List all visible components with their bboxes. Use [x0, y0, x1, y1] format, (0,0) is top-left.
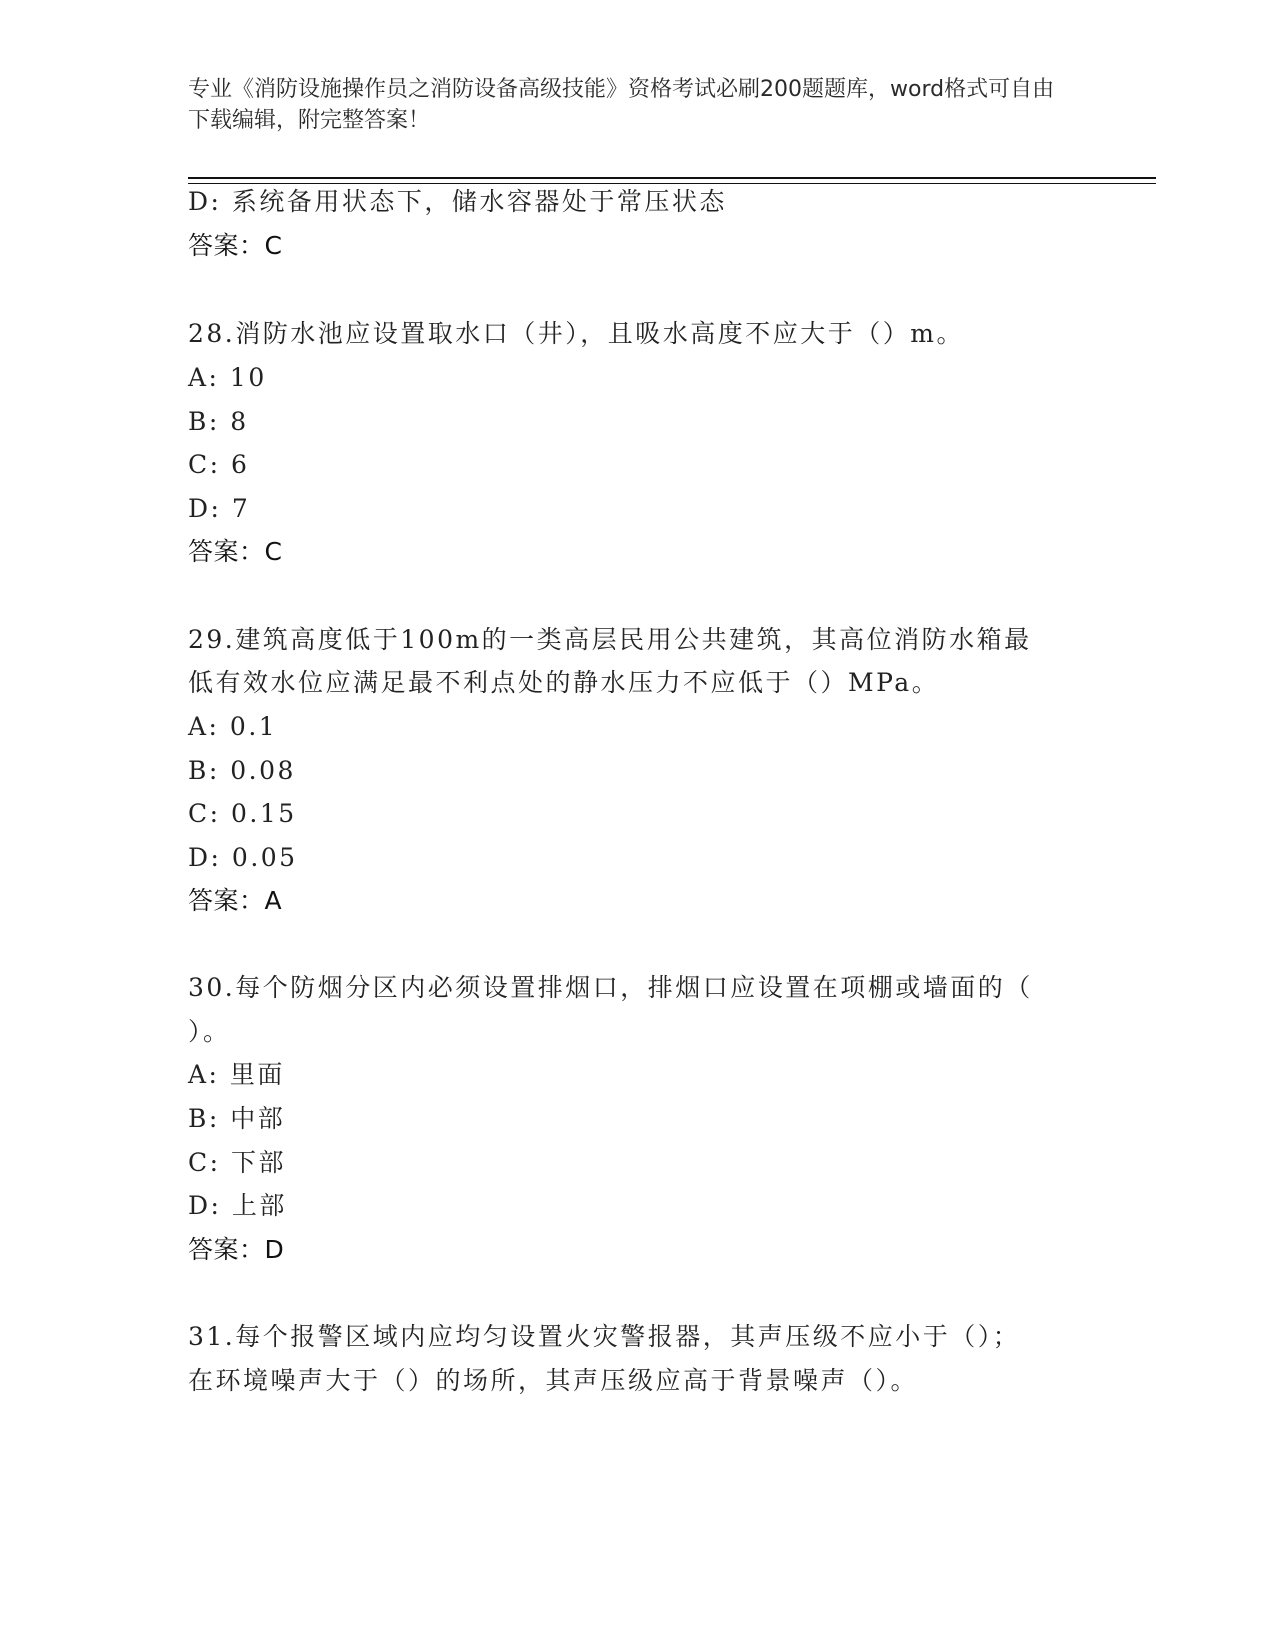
question-28-option-c: C: 6 [188, 450, 250, 479]
question-29-option-a: A: 0.1 [188, 712, 278, 741]
question-29-option-b: B: 0.08 [188, 756, 296, 785]
question-30-option-c: C: 下部 [188, 1148, 286, 1177]
question-31-text-line-2: 在环境噪声大于（）的场所，其声压级应高于背景噪声（）。 [188, 1366, 919, 1395]
question-30-option-b: B: 中部 [188, 1104, 286, 1133]
document-header: 专业《消防设施操作员之消防设备高级技能》资格考试必刷200题题库，word格式可自由下载编辑，附完整答案！ [188, 77, 1055, 133]
question-29-text-line-1: 29.建筑高度低于100m的一类高层民用公共建筑，其高位消防水箱最 [188, 625, 1032, 654]
question-29-answer: 答案：A [188, 886, 283, 915]
question-31-text-line-1: 31.每个报警区域内应均匀设置火灾警报器，其声压级不应小于（）； [188, 1322, 1021, 1351]
header-divider-thin [188, 183, 1156, 184]
question-29-text-line-2: 低有效水位应满足最不利点处的静水压力不应低于（）MPa。 [188, 668, 940, 697]
header-divider-thick [188, 177, 1156, 179]
question-28-option-b: B: 8 [188, 407, 249, 436]
question-28-option-d: D: 7 [188, 494, 251, 523]
question-28-option-a: A: 10 [188, 363, 267, 392]
question-30-answer: 答案：D [188, 1235, 285, 1264]
question-30-text-line-1: 30.每个防烟分区内必须设置排烟口，排烟口应设置在项棚或墙面的（ [188, 973, 1033, 1002]
question-30-option-a: A: 里面 [188, 1060, 285, 1089]
question-28-text: 28.消防水池应设置取水口（井），且吸水高度不应大于（）m。 [188, 319, 964, 348]
question-28-answer: 答案：C [188, 537, 283, 566]
answer-label: 答案：C [188, 231, 283, 260]
question-29-option-d: D: 0.05 [188, 843, 298, 872]
question-30-text-line-2: ）。 [188, 1017, 231, 1046]
option-d: D: 系统备用状态下，储水容器处于常压状态 [188, 187, 727, 216]
question-30-option-d: D: 上部 [188, 1191, 287, 1220]
question-29-option-c: C: 0.15 [188, 799, 297, 828]
